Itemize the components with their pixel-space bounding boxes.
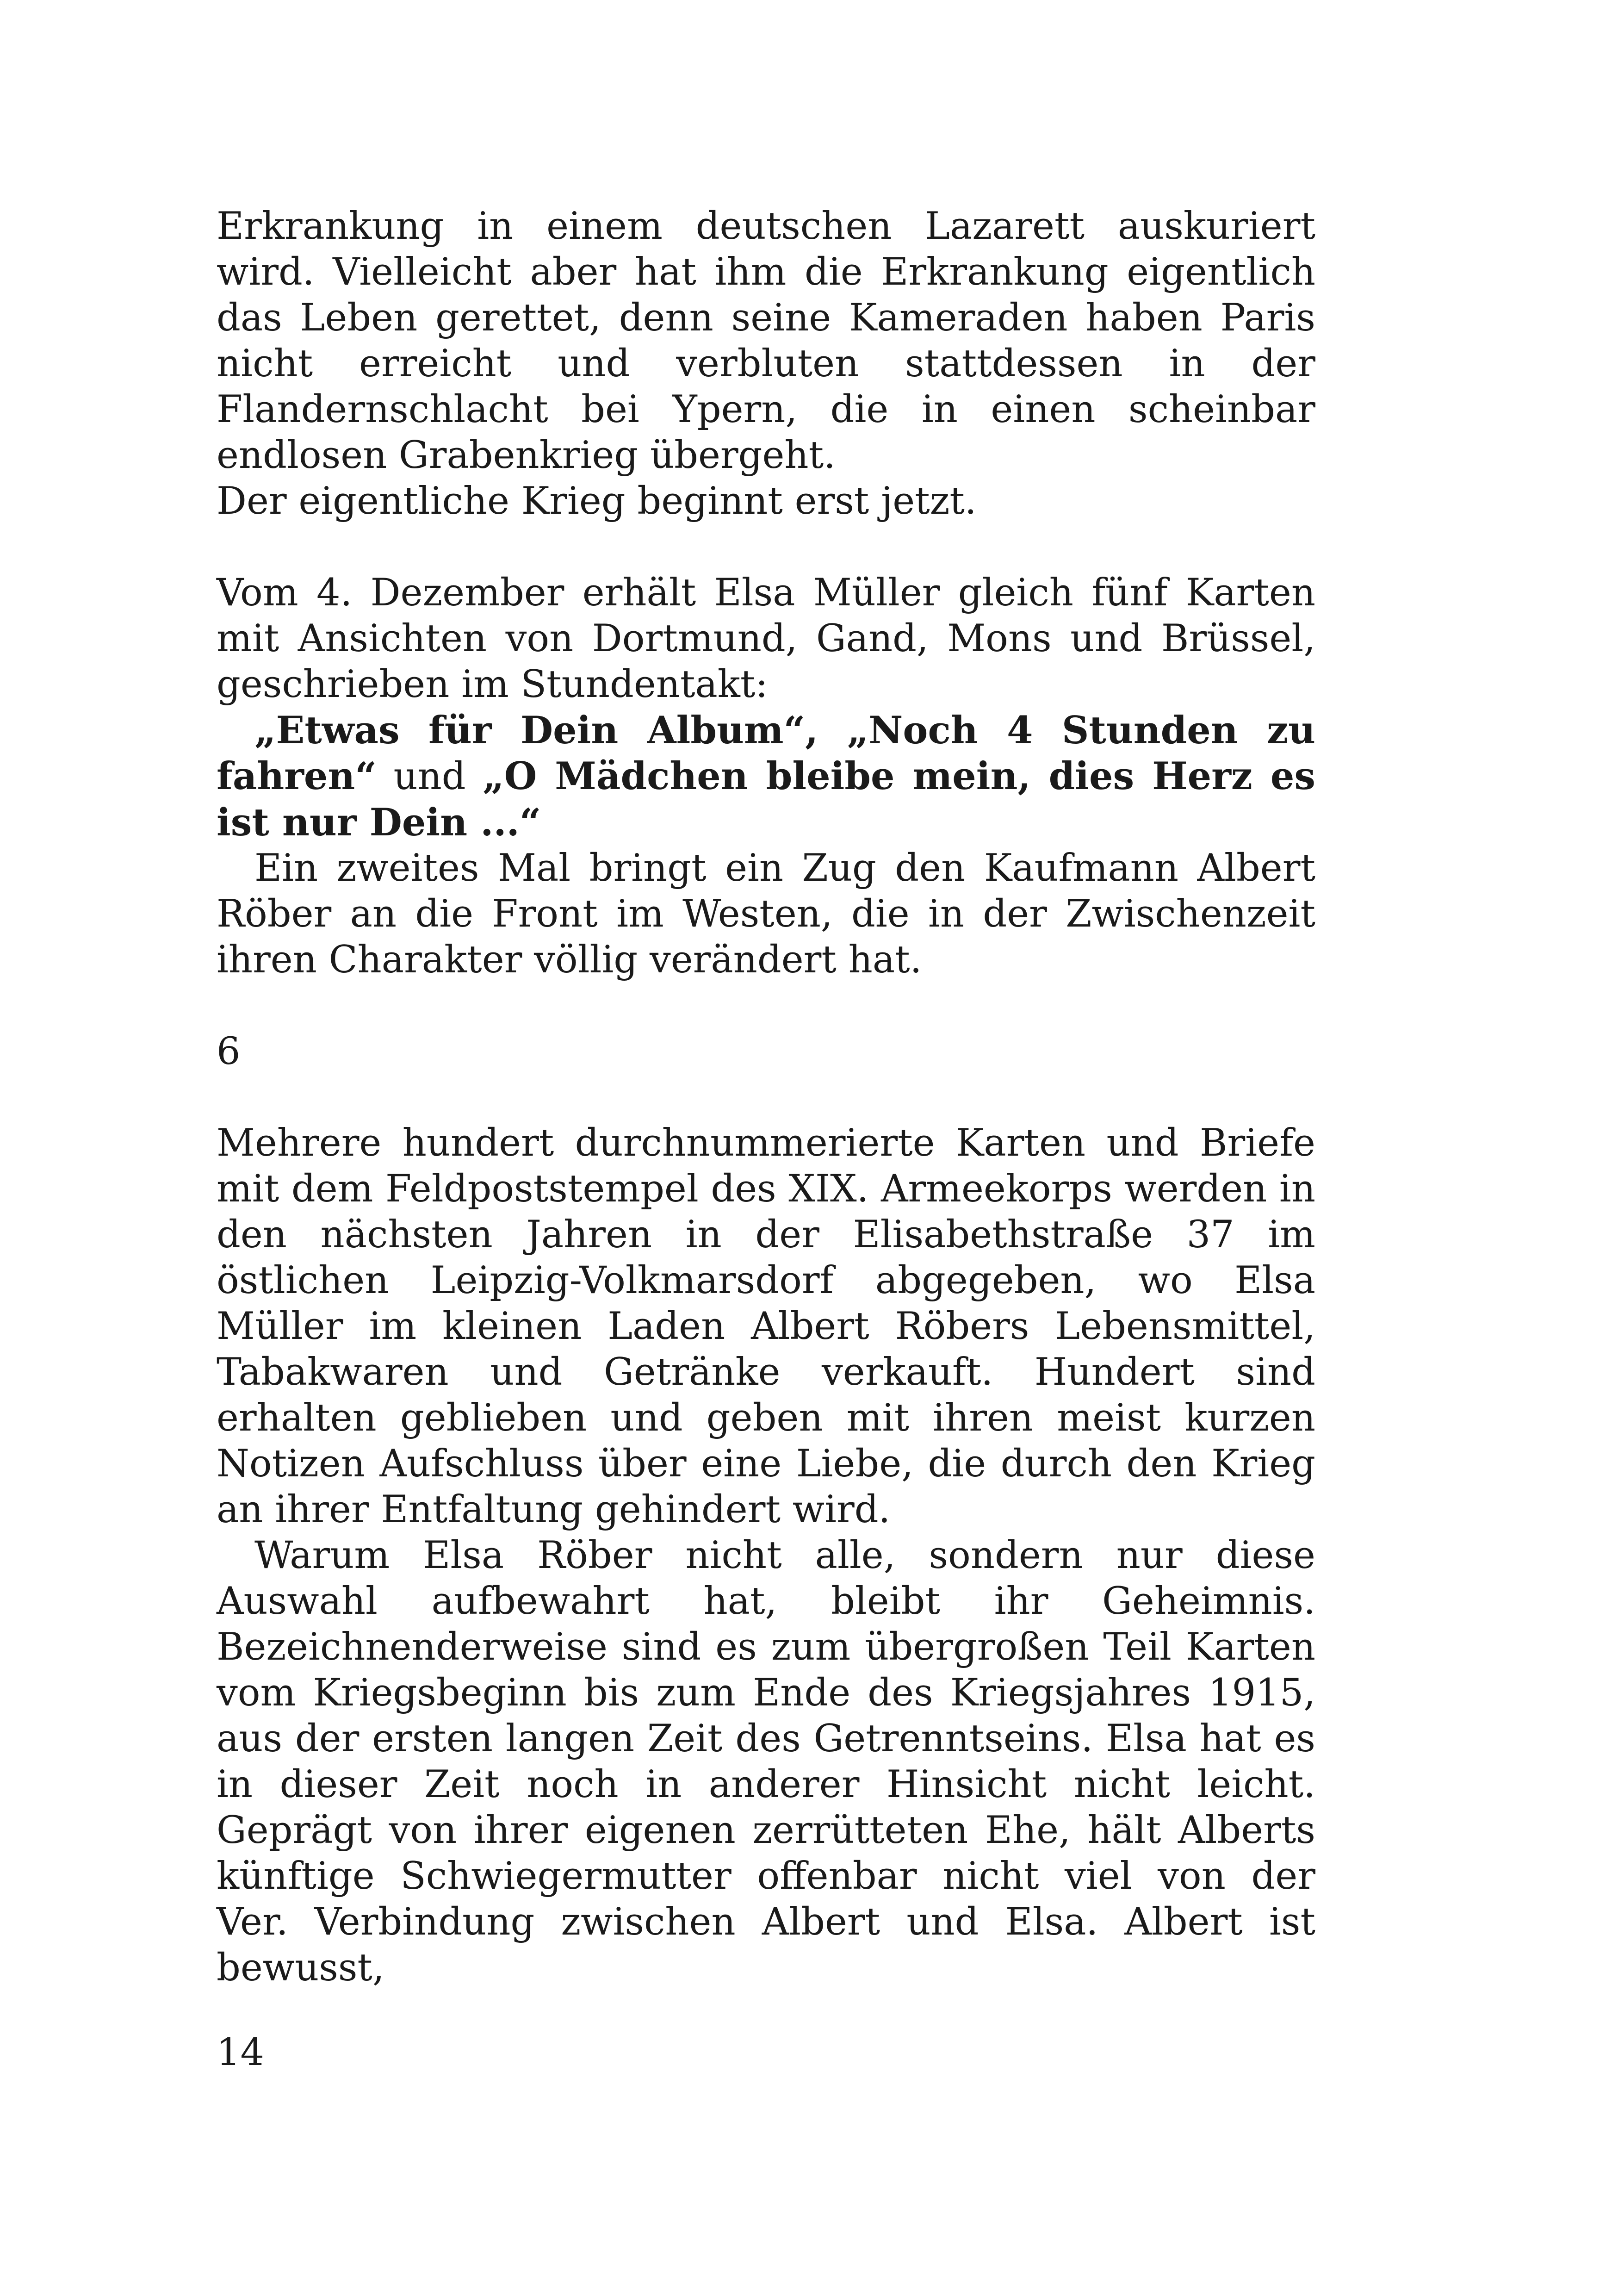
- section-number: 6: [217, 1030, 241, 1073]
- page-number: 14: [217, 2031, 265, 2074]
- page-body: [217, 204, 1315, 1991]
- paragraph-gap: [217, 983, 1315, 1029]
- paragraph-gap: [217, 524, 1315, 570]
- quote-text: „O Mädchen bleibe mein, dies Herz es ist nur Dein ...“: [217, 754, 1316, 845]
- paragraph-gap: [217, 1075, 1315, 1120]
- paragraph: Mehrere hundert durchnummerierte Karten und Briefe mit dem Feldpoststempel des XIX. Armeekorps werden in den nächsten Jahren in der Elisabethstraße 37 im östlichen Leipzig-Volkmarsdorf abgegeben, wo Elsa Müller im kleinen Laden Albert Röbers Lebensmittel, Tabakwaren und Getränke verkauft. Hundert sind erhalten geblieben und geben mit ihren meist kurzen Notizen Aufschluss über eine Liebe, die durch den Krieg an ihrer Entfaltung gehindert wird.: [217, 1121, 1315, 1531]
- quote-conjunction: und: [376, 755, 483, 798]
- quote-text: „Etwas für Dein Album“, „Noch 4 Stunden zu fahren“: [217, 709, 1315, 798]
- bold-quote: [217, 708, 1315, 846]
- paragraph: Der eigentliche Krieg beginnt erst jetzt.: [217, 479, 977, 523]
- paragraph: Erkrankung in einem deutschen Lazarett auskuriert wird. Vielleicht aber hat ihm die Erkrankung eigentlich das Leben gerettet, denn seine Kameraden haben Paris nicht erreicht und verbluten stattdessen in der Flandernschlacht bei Ypern, die in einen scheinbar endlosen Grabenkrieg übergeht.: [217, 205, 1315, 477]
- paragraph: Vom 4. Dezember erhält Elsa Müller gleich fünf Karten mit Ansichten von Dortmund, Gand, Mons und Brüssel, geschrieben im Stundentakt:: [217, 571, 1315, 706]
- paragraph: Ein zweites Mal bringt ein Zug den Kaufmann Albert Röber an die Front im Westen, die in der Zwischenzeit ihren Charakter völlig verändert hat.: [217, 846, 1315, 982]
- paragraph: Warum Elsa Röber nicht alle, sondern nur diese Auswahl aufbewahrt hat, bleibt ihr Geheimnis. Bezeichnenderweise sind es zum übergroßen Teil Karten vom Kriegsbeginn bis zum Ende des Kriegsjahres 1915, aus der ersten langen Zeit des Getrenntseins. Elsa hat es in dieser Zeit noch in anderer Hinsicht nicht leicht. Geprägt von ihrer eigenen zerrütteten Ehe, hält Alberts künftige Schwiegermutter offenbar nicht viel von der Ver. Verbindung zwischen Albert und Elsa. Albert ist bewusst,: [217, 1534, 1315, 1990]
